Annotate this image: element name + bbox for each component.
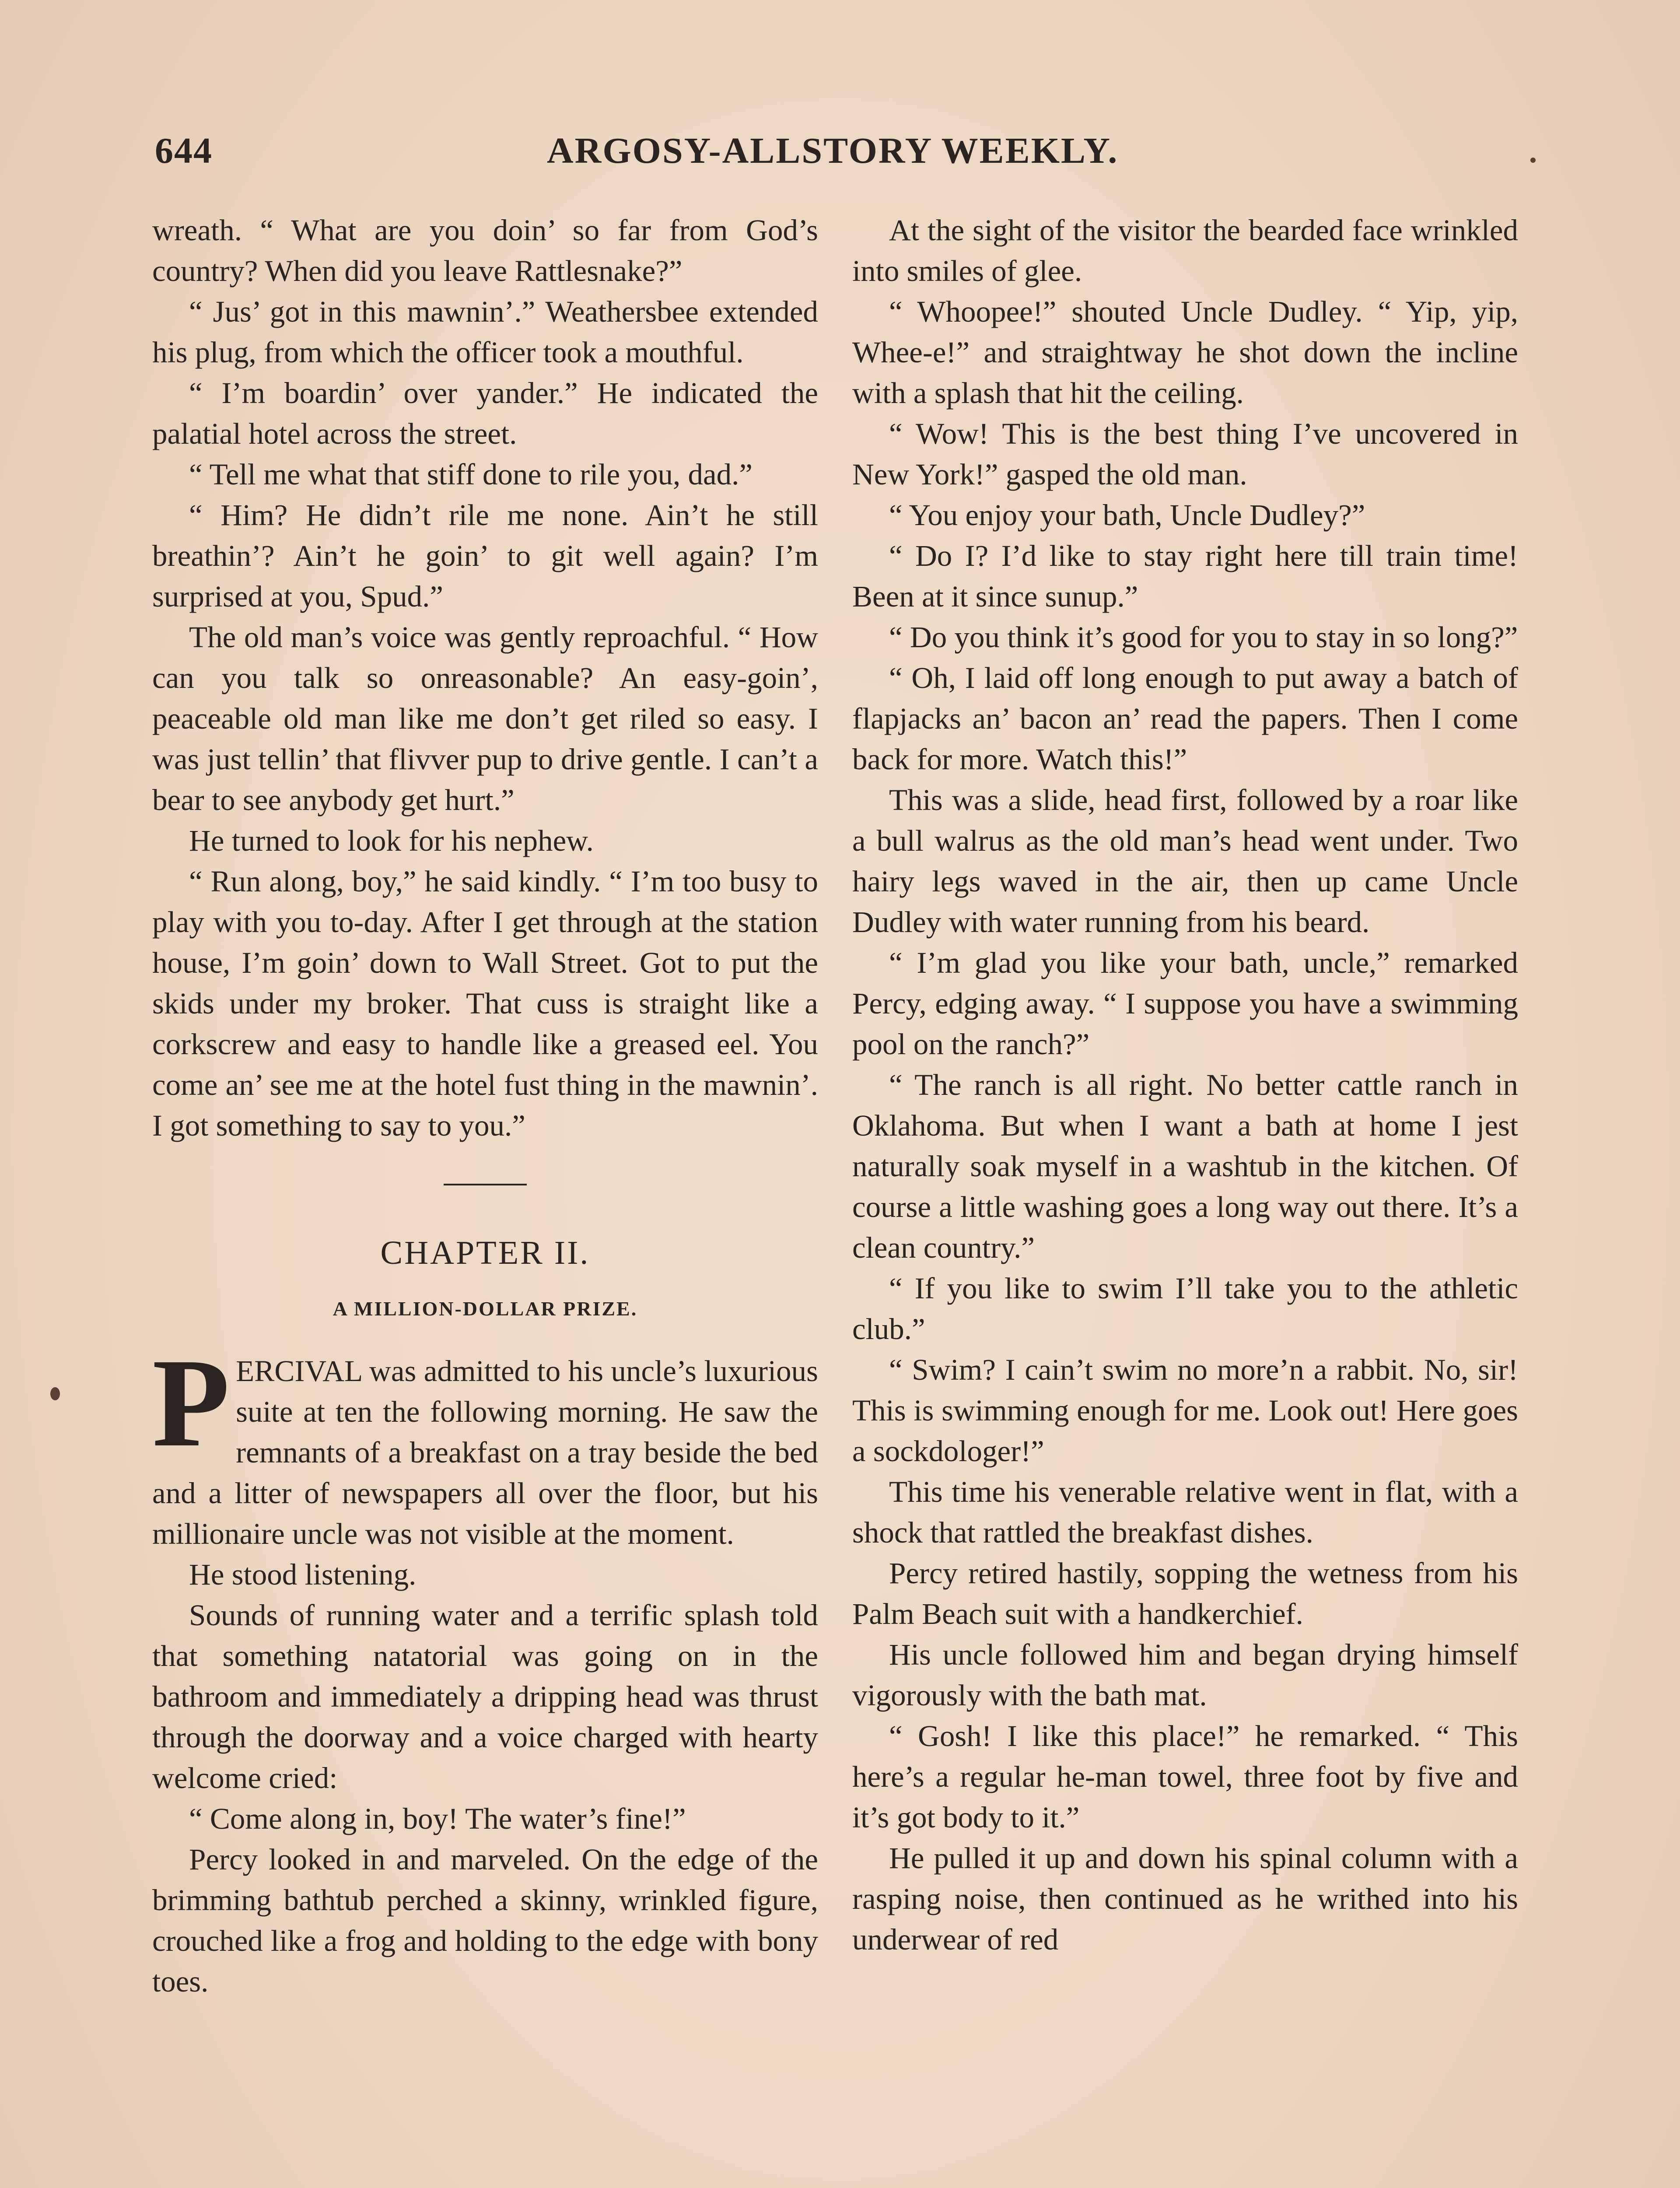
paper-blemish	[50, 1387, 60, 1400]
drop-cap: P	[152, 1332, 230, 1473]
paragraph: He turned to look for his nephew.	[189, 824, 594, 857]
running-head: ARGOSY-ALLSTORY WEEKLY.	[547, 130, 1119, 171]
page-number: 644	[155, 130, 213, 171]
right-column	[852, 210, 1518, 1960]
paragraph: He pulled it up and down his spinal column with a rasping noise, then continued as he writhed into his underwear of red	[852, 1841, 1518, 1956]
paragraph: “ Run along, boy,” he said kindly. “ I’m too busy to play with you to-day. After I get through at the station house, I’m goin’ down to Wall Street. Got to put the skids under my broker. That cuss is straight like a corkscrew and easy to handle like a greased eel. You come an’ see me at the hotel fust thing in the mawnin’. I got something to say to you.”	[152, 865, 818, 1142]
left-column	[152, 210, 818, 2002]
first-paragraph-text: ERCIVAL was admitted to his uncle’s luxurious suite at ten the following morning. He saw the remnants of a breakfast on a tray beside the bed and a litter of newspapers all over the floor, but his millionaire uncle was not visible at the moment.	[152, 1354, 818, 1550]
paragraph: “ Jus’ got in this mawnin’.” Weathersbee extended his plug, from which the officer took a mouthful.	[152, 295, 818, 369]
paragraph: “ Wow! This is the best thing I’ve uncovered in New York!” gasped the old man.	[852, 417, 1518, 491]
paragraph: Percy looked in and marveled. On the edge of the brimming bathtub perched a skinny, wrinkled figure, crouched like a frog and holding to the edge with bony toes.	[152, 1843, 818, 1998]
paragraph: “ Oh, I laid off long enough to put away a batch of flapjacks an’ bacon an’ read the papers. Then I come back for more. Watch this!”	[852, 661, 1518, 776]
paragraph: At the sight of the visitor the bearded face wrinkled into smiles of glee.	[852, 214, 1518, 288]
paragraph: “ I’m glad you like your bath, uncle,” remarked Percy, edging away. “ I suppose you have a swimming pool on the ranch?”	[852, 946, 1518, 1061]
paragraph: His uncle followed him and began drying himself vigorously with the bath mat.	[852, 1638, 1518, 1712]
paragraph: “ Tell me what that stiff done to rile you, dad.”	[189, 458, 752, 491]
paragraph: The old man’s voice was gently reproachful. “ How can you talk so onreasonable? An easy-goin’, peaceable old man like me don’t get riled so easy. I was just tellin’ that flivver pup to drive gentle. I can’t a bear to see anybody get hurt.”	[152, 621, 818, 817]
chapter-subtitle: A MILLION-DOLLAR PRIZE.	[332, 1297, 638, 1320]
paragraph: “ Him? He didn’t rile me none. Ain’t he still breathin’? Ain’t he goin’ to git well again? I’m surprised at you, Spud.”	[152, 498, 818, 613]
paragraph: He stood listening.	[189, 1558, 416, 1591]
paragraph: “ If you like to swim I’ll take you to the athletic club.”	[852, 1272, 1518, 1346]
paragraph: “ The ranch is all right. No better cattle ranch in Oklahoma. But when I want a bath at home I jest naturally soak myself in a washtub in the kitchen. Of course a little washing goes a long way out there. It’s a clean country.”	[852, 1068, 1518, 1264]
paragraph: “ Whoopee!” shouted Uncle Dudley. “ Yip, yip, Whee-e!” and straightway he shot down the incline with a splash that hit the ceiling.	[852, 295, 1518, 410]
section-divider	[444, 1184, 527, 1185]
paragraph: “ Gosh! I like this place!” he remarked. “ This here’s a regular he-man towel, three foot by five and it’s got body to it.”	[852, 1719, 1518, 1834]
paragraph: “ Come along in, boy! The water’s fine!”	[189, 1802, 686, 1835]
paragraph: “ Do I? I’d like to stay right here till train time! Been at it since sunup.”	[852, 539, 1518, 613]
chapter-heading: CHAPTER II.	[380, 1234, 590, 1271]
paragraph: “ Swim? I cain’t swim no more’n a rabbit. No, sir! This is swimming enough for me. Look out! Here goes a sockdologer!”	[852, 1353, 1518, 1468]
paragraph: “ You enjoy your bath, Uncle Dudley?”	[889, 498, 1365, 532]
paragraph: This time his venerable relative went in flat, with a shock that rattled the breakfast dishes.	[852, 1475, 1518, 1549]
paragraph: “ Do you think it’s good for you to stay in so long?”	[889, 621, 1518, 654]
paragraph: This was a slide, head first, followed by a roar like a bull walrus as the old man’s head went under. Two hairy legs waved in the air, then up came Uncle Dudley with water running from his beard.	[852, 783, 1518, 939]
paper-blemish	[1530, 158, 1536, 163]
paragraph: Sounds of running water and a terrific splash told that something natatorial was going on in the bathroom and immediately a dripping head was thrust through the doorway and a voice charged with hearty welcome cried:	[152, 1599, 818, 1795]
paragraph: Percy retired hastily, sopping the wetness from his Palm Beach suit with a handkerchief.	[852, 1557, 1518, 1630]
chapter-first-paragraph	[152, 1332, 818, 1554]
paragraph: wreath. “ What are you doin’ so far from God’s country? When did you leave Rattlesnake?”	[152, 214, 818, 288]
paragraph: “ I’m boardin’ over yander.” He indicated the palatial hotel across the street.	[152, 376, 818, 450]
